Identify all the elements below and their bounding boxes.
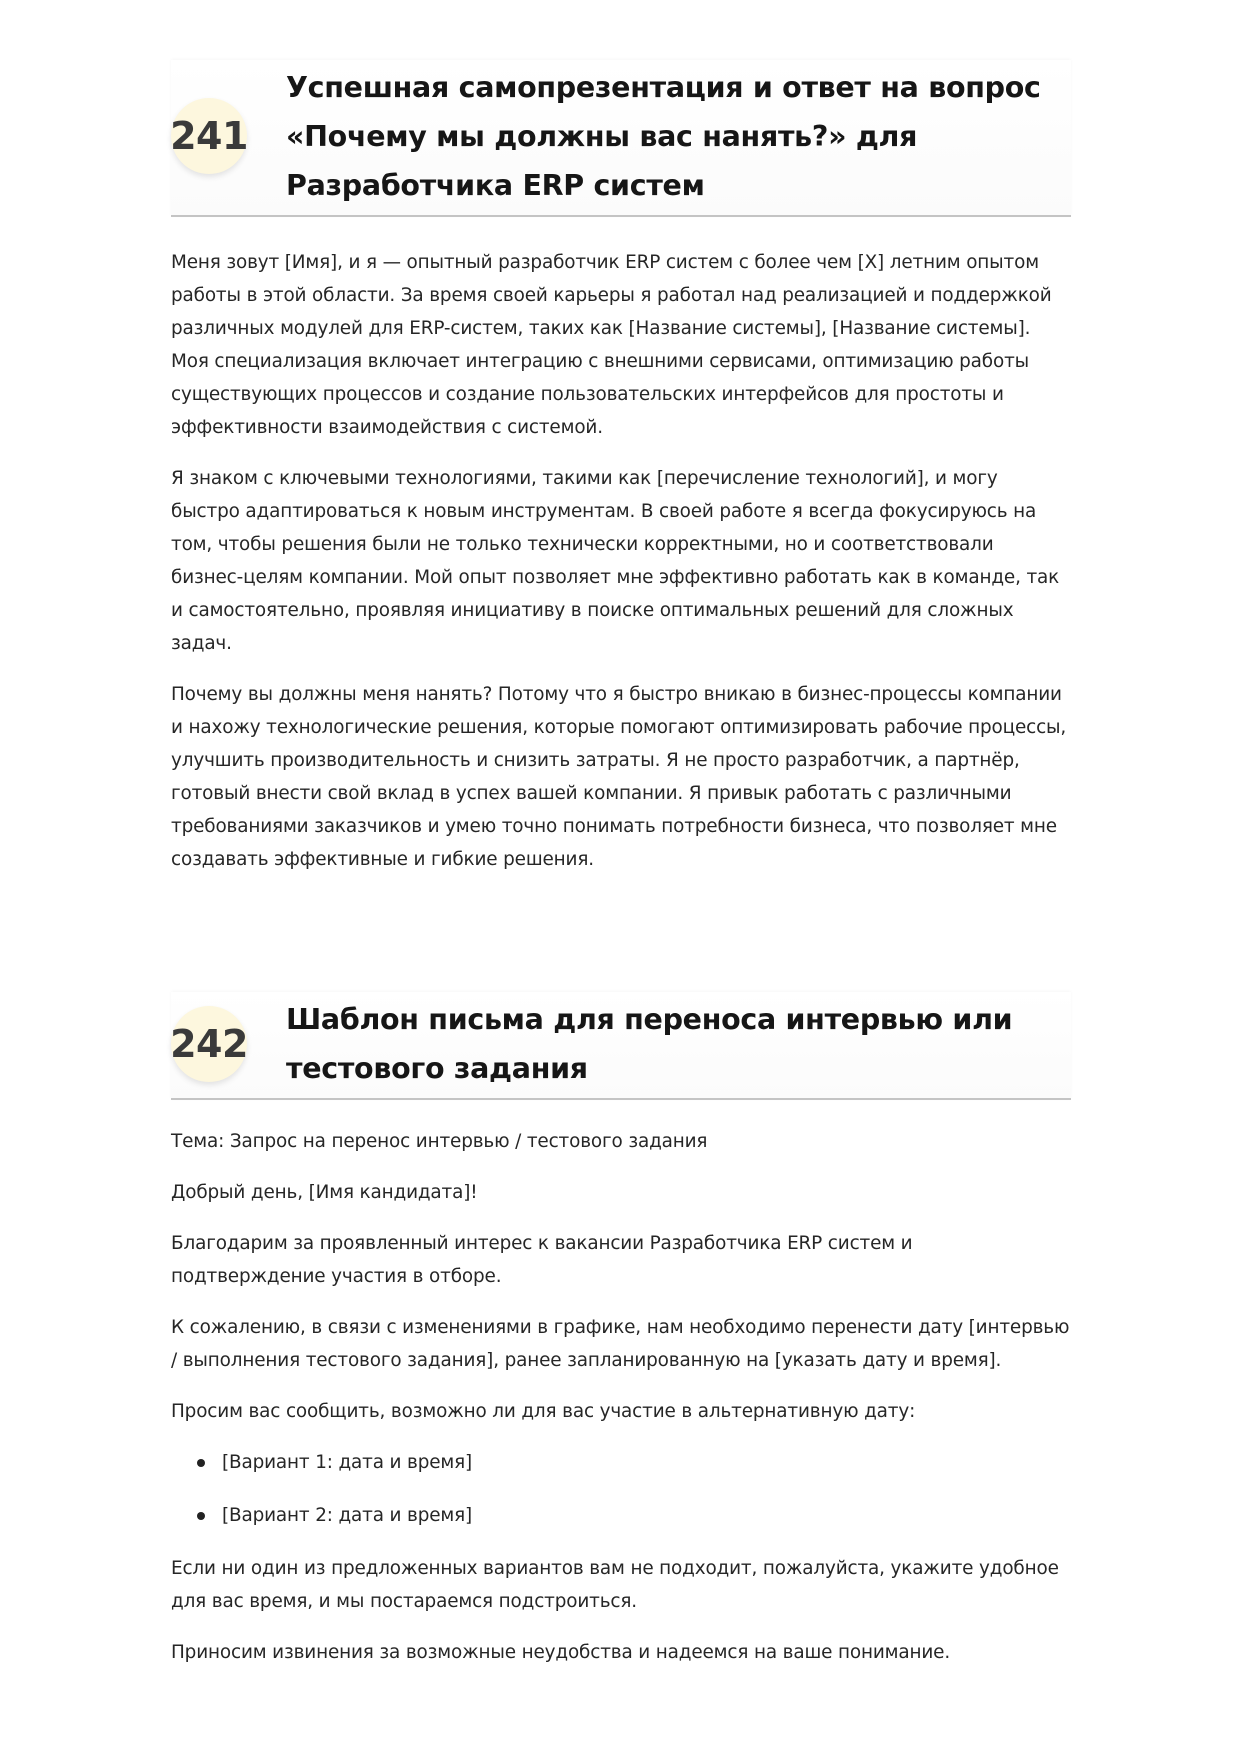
section-body bbox=[171, 246, 1071, 876]
section-body bbox=[171, 1125, 1071, 1669]
list-item bbox=[197, 1446, 1071, 1479]
section-title: Шаблон письма для переноса интервью или тестового задания bbox=[286, 1003, 1013, 1085]
bullet-icon bbox=[197, 1512, 205, 1520]
bullet-icon bbox=[197, 1459, 205, 1467]
paragraph: К сожалению, в связи с изменениями в графике, нам необходимо перенести дату [интервью / выполнения тестового задания], ранее запланированную на [указать дату и время]. bbox=[171, 1317, 1070, 1371]
section-header bbox=[171, 992, 1071, 1100]
letter-subject: Тема: Запрос на перенос интервью / тестового задания bbox=[171, 1131, 708, 1152]
paragraph: Почему вы должны меня нанять? Потому что я быстро вникаю в бизнес-процессы компании и нахожу технологические решения, которые помогают оптимизировать рабочие процессы, улучшить производительность и снизить затраты. Я не просто разработчик, а партнёр, готовый внести свой вклад в успех вашей компании. Я привык работать с различными требованиями заказчиков и умею точно понимать потребности бизнеса, что позволяет мне создавать эффективные и гибкие решения. bbox=[171, 684, 1067, 870]
paragraph: Если ни один из предложенных вариантов вам не подходит, пожалуйста, укажите удобное для вас время, и мы постараемся подстроиться. bbox=[171, 1558, 1059, 1612]
paragraph: Меня зовут [Имя], и я — опытный разработчик ERP систем с более чем [X] летним опытом работы в этой области. За время своей карьеры я работал над реализацией и поддержкой различных модулей для ERP-систем, таких как [Название системы], [Название системы]. Моя специализация включает интеграцию с внешними сервисами, оптимизацию работы существующих процессов и создание пользовательских интерфейсов для простоты и эффективности взаимодействия с системой. bbox=[171, 252, 1052, 438]
paragraph: Благодарим за проявленный интерес к вакансии Разработчика ERP систем и подтверждение участия в отборе. bbox=[171, 1233, 913, 1287]
section-241 bbox=[171, 60, 1071, 894]
section-242 bbox=[171, 992, 1071, 1687]
section-number-badge: 242 bbox=[171, 1006, 247, 1082]
letter-greeting: Добрый день, [Имя кандидата]! bbox=[171, 1182, 478, 1203]
section-title: Успешная самопрезентация и ответ на вопрос «Почему мы должны вас нанять?» для Разработчика ERP систем bbox=[286, 71, 1041, 202]
section-header bbox=[171, 60, 1071, 217]
section-number-badge: 241 bbox=[171, 98, 247, 174]
paragraph: Я знаком с ключевыми технологиями, такими как [перечисление технологий], и могу быстро адаптироваться к новым инструментам. В своей работе я всегда фокусируюсь на том, чтобы решения были не только технически корректными, но и соответствовали бизнес-целям компании. Мой опыт позволяет мне эффективно работать как в команде, так и самостоятельно, проявляя инициативу в поиске оптимальных решений для сложных задач. bbox=[171, 468, 1060, 654]
list-item-text: [Вариант 1: дата и время] bbox=[222, 1452, 473, 1473]
date-options-list bbox=[171, 1446, 1071, 1532]
list-item-text: [Вариант 2: дата и время] bbox=[222, 1505, 473, 1526]
list-item bbox=[197, 1499, 1071, 1532]
paragraph: Приносим извинения за возможные неудобства и надеемся на ваше понимание. bbox=[171, 1642, 951, 1663]
paragraph: Просим вас сообщить, возможно ли для вас участие в альтернативную дату: bbox=[171, 1401, 916, 1422]
